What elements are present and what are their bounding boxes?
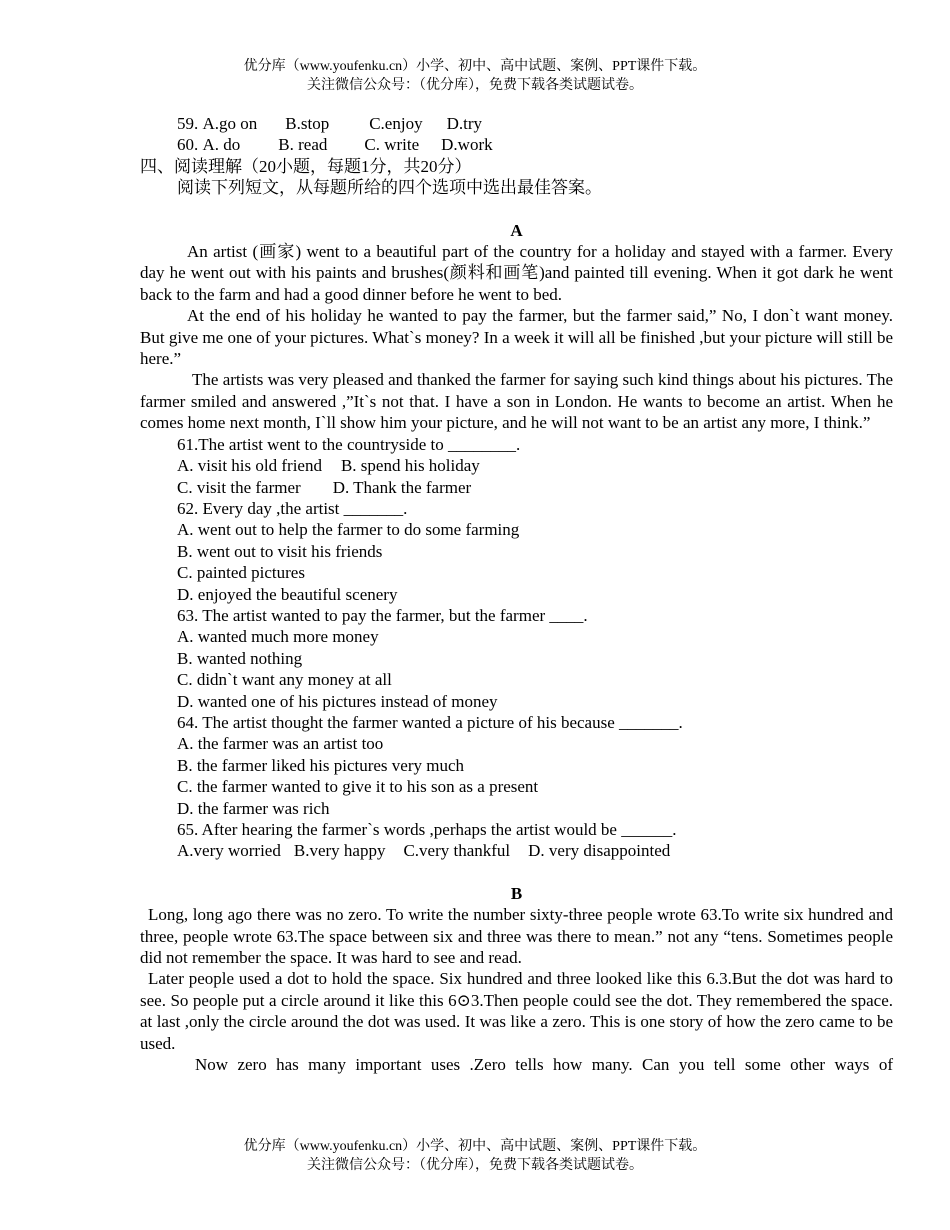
cloze-options-59: 59. A.go on B.stop C.enjoy D.try [177,114,482,133]
question-64-option-b: B. the farmer liked his pictures very much [177,755,465,775]
passage-b-paragraph-2: Later people used a dot to hold the space. Six hundred and three looked like this 6.3.But the dot was hard to see. So people put a circle around it like this 6⊙3.Then people could see the dot. They remembered the space. at last ,only the circle around the dot was used. It was like a zero. This is one story of how the zero came to be used. [140,969,893,1053]
question-64-option-a: A. the farmer was an artist too [177,734,384,754]
page-footer [0,1137,950,1175]
cloze-options-60: 60. A. do B. read C. write D.work [177,135,493,155]
passage-b-heading: B [510,883,523,903]
footer-line-1: 优分库（www.youfenku.cn）小学、初中、高中试题、案例、PPT课件下载。 [243,1139,707,1154]
passage-b-paragraph-3: Now zero has many important uses .Zero tells how many. Can you tell some other ways of [195,1055,893,1075]
header-line-1: 优分库（www.youfenku.cn）小学、初中、高中试题、案例、PPT课件下载。 [243,59,707,74]
header-line-2: 关注微信公众号：（优分库），免费下载各类试题试卷。 [307,78,643,93]
section-title: 四、阅读理解（20小题，每题1分，共20分） [140,156,472,176]
question-61-options-ab: A. visit his old friend B. spend his holiday [177,456,480,476]
question-61-stem: 61.The artist went to the countryside to ________. [177,434,521,454]
footer-line-2: 关注微信公众号：（优分库），免费下载各类试题试卷。 [307,1158,643,1173]
question-64-stem: 64. The artist thought the farmer wanted a picture of his because _______. [177,712,683,732]
question-63-option-d: D. wanted one of his pictures instead of money [177,691,498,711]
question-62-option-c: C. painted pictures [177,563,305,583]
question-63-option-c: C. didn`t want any money at all [177,670,392,690]
passage-b-paragraph-1: Long, long ago there was no zero. To write the number sixty-three people wrote 63.To write six hundred and three, people wrote 63.The space between six and three was there to mean.” not any “tens. Sometimes people did not remember the space. It was hard to see and read. [140,905,893,968]
passage-a-heading: A [510,220,523,240]
page-header [0,57,950,95]
question-62-option-b: B. went out to visit his friends [177,541,383,561]
question-64-option-d: D. the farmer was rich [177,798,330,818]
passage-a-paragraph-2: At the end of his holiday he wanted to pay the farmer, but the farmer said,” No, I don`t want money. But give me one of your pictures. What`s money? In a week it will all be finished ,but your picture will still be here.” [140,306,893,369]
question-65-options: A.very worried B.very happy C.very thankful D. very disappointed [177,841,671,861]
question-62-option-d: D. enjoyed the beautiful scenery [177,584,398,604]
question-63-option-b: B. wanted nothing [177,648,303,668]
question-62-stem: 62. Every day ,the artist _______. [177,498,408,518]
question-62-option-a: A. went out to help the farmer to do some farming [177,520,520,540]
section-instruction: 阅读下列短文，从每题所给的四个选项中选出最佳答案。 [177,178,602,198]
passage-a-paragraph-3: The artists was very pleased and thanked the farmer for saying such kind things about his pictures. The farmer smiled and answered ,”It`s not that. I have a son in London. He wants to become an artist. When he comes home next month, I`ll show him your picture, and he will not want to be an artist any more, I think.” [140,370,893,433]
exam-content [140,113,893,1075]
question-63-option-a: A. wanted much more money [177,627,379,647]
passage-a-paragraph-1: An artist (画家) went to a beautiful part of the country for a holiday and stayed with a farmer. Every day he went out with his paints and brushes(颜料和画笔)and painted till evening. When it got dark he went back to the farm and had a good dinner before he went to bed. [140,242,893,304]
question-65-stem: 65. After hearing the farmer`s words ,perhaps the artist would be ______. [177,820,677,839]
question-61-options-cd: C. visit the farmer D. Thank the farmer [177,477,472,497]
question-63-stem: 63. The artist wanted to pay the farmer, but the farmer ____. [177,605,588,625]
question-64-option-c: C. the farmer wanted to give it to his son as a present [177,777,539,797]
